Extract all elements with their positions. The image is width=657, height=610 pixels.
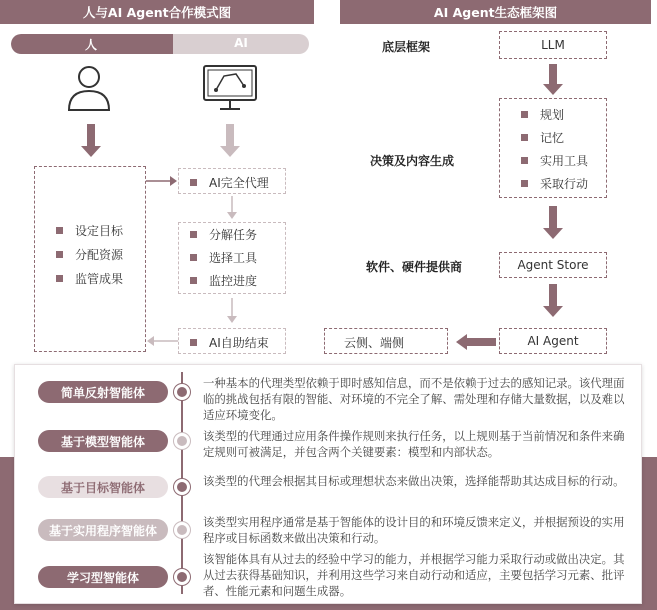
agent-type-pill-learning: 学习型智能体 xyxy=(38,566,168,588)
proxy-to-tasks-arrow xyxy=(226,196,238,220)
ai-down-arrow xyxy=(226,124,234,146)
computer-monitor-icon xyxy=(202,64,258,112)
human-header-label: 人 xyxy=(84,38,97,52)
bullet-square-icon xyxy=(521,111,528,118)
human-item-allocate xyxy=(56,246,123,263)
bullet-square-icon xyxy=(190,254,197,261)
human-ai-header xyxy=(11,34,309,54)
bullet-square-icon xyxy=(56,275,63,282)
row-label-providers: 软件、硬件提供商 xyxy=(366,260,463,274)
bullet-square-icon xyxy=(190,231,197,238)
human-down-arrow xyxy=(87,124,95,146)
timeline-dot xyxy=(174,433,190,449)
ai-end xyxy=(190,334,269,351)
ai-sub-item-label: 监控进度 xyxy=(209,274,258,288)
ai-full-proxy-label: AI完全代理 xyxy=(209,176,269,190)
agent-store-label: Agent Store xyxy=(517,258,589,272)
capability-label: 实用工具 xyxy=(540,154,589,168)
bullet-square-icon xyxy=(190,277,197,284)
capability-label: 记忆 xyxy=(540,131,565,145)
capability-label: 采取行动 xyxy=(540,177,589,191)
row-label-decision: 决策及内容生成 xyxy=(370,154,455,168)
agent-type-pill-utility-based: 基于实用程序智能体 xyxy=(38,519,168,541)
bullet-square-icon xyxy=(56,227,63,234)
person-icon xyxy=(66,64,112,112)
ai-agent-label: AI Agent xyxy=(527,334,579,348)
agent-type-desc: 该类型的代理通过应用条件操作规则来执行任务，以上规则基于当前情况和条件来确定规则可被满足，并包含两个关键要素：模型和内部状态。 xyxy=(203,429,625,459)
timeline-dot xyxy=(174,479,190,495)
bullet-square-icon xyxy=(521,134,528,141)
timeline-dot xyxy=(174,569,190,585)
llm-label: LLM xyxy=(541,38,565,52)
bullet-square-icon xyxy=(521,180,528,187)
capabilities-down-arrow xyxy=(549,206,557,228)
human-item-label: 设定目标 xyxy=(75,224,124,238)
capability-label: 规划 xyxy=(540,108,565,122)
agent-type-desc: 一种基本的代理类型依赖于即时感知信息，而不是依赖于过去的感知记录。该代理面临的挑战包括有限的智能、对环境的不完全了解、需处理和存储大量数据，以及难以适应环境变化。 xyxy=(203,376,625,422)
store-down-arrow xyxy=(549,284,557,306)
human-item-label: 分配资源 xyxy=(75,248,124,262)
cloud-edge-label: 云侧、端侧 xyxy=(343,336,404,350)
ai-full-proxy xyxy=(190,174,269,191)
agent-type-desc: 该智能体具有从过去的经验中学习的能力，并根据学习能力采取行动或做出决定。其从过去获得基础知识，并利用这些学习来自动行动和适应，主要包括学习元素、批评者、性能元素和问题生成器。 xyxy=(203,552,625,598)
bullet-square-icon xyxy=(521,157,528,164)
tasks-to-end-arrow xyxy=(226,298,238,324)
agent-type-desc: 该类型实用程序通常是基于智能体的设计目的和环境反馈来定义，并根据预设的实用程序或目标函数来做出决策和行动。 xyxy=(203,515,625,545)
timeline-dot xyxy=(174,522,190,538)
ai-sub-item-monitor xyxy=(190,272,257,289)
capability-action xyxy=(521,175,588,192)
row-label-foundation: 底层框架 xyxy=(382,40,431,54)
agent-to-cloud-arrow xyxy=(456,334,496,350)
llm-down-arrow xyxy=(549,64,557,84)
timeline-dot xyxy=(174,384,190,400)
agent-type-desc: 该类型的代理会根据其目标或理想状态来做出决策，选择能帮助其达成目标的行动。 xyxy=(203,474,625,488)
ai-sub-item-decompose xyxy=(190,226,257,243)
agent-type-pill-model-based: 基于模型智能体 xyxy=(38,430,168,452)
left-panel-title: 人与AI Agent合作模式图 xyxy=(0,0,314,24)
bullet-square-icon xyxy=(190,339,197,346)
agent-type-pill-goal-based: 基于目标智能体 xyxy=(38,476,168,498)
right-panel-title: AI Agent生态框架图 xyxy=(340,0,651,24)
ai-sub-item-select-tool xyxy=(190,249,257,266)
human-to-ai-arrow xyxy=(146,175,178,187)
bullet-square-icon xyxy=(56,251,63,258)
human-item-label: 监管成果 xyxy=(75,272,124,286)
agent-type-pill-simple-reflex: 简单反射智能体 xyxy=(38,381,168,403)
human-item-supervise xyxy=(56,270,123,287)
ai-sub-item-label: 分解任务 xyxy=(209,228,258,242)
ai-end-label: AI自助结束 xyxy=(209,336,269,350)
ai-sub-item-label: 选择工具 xyxy=(209,251,258,265)
ai-header-label: AI xyxy=(234,36,248,50)
capability-memory xyxy=(521,129,564,146)
end-to-human-arrow xyxy=(146,335,178,347)
capability-planning xyxy=(521,106,564,123)
capability-tools xyxy=(521,152,588,169)
bullet-square-icon xyxy=(190,179,197,186)
human-item-set-goal xyxy=(56,222,123,239)
